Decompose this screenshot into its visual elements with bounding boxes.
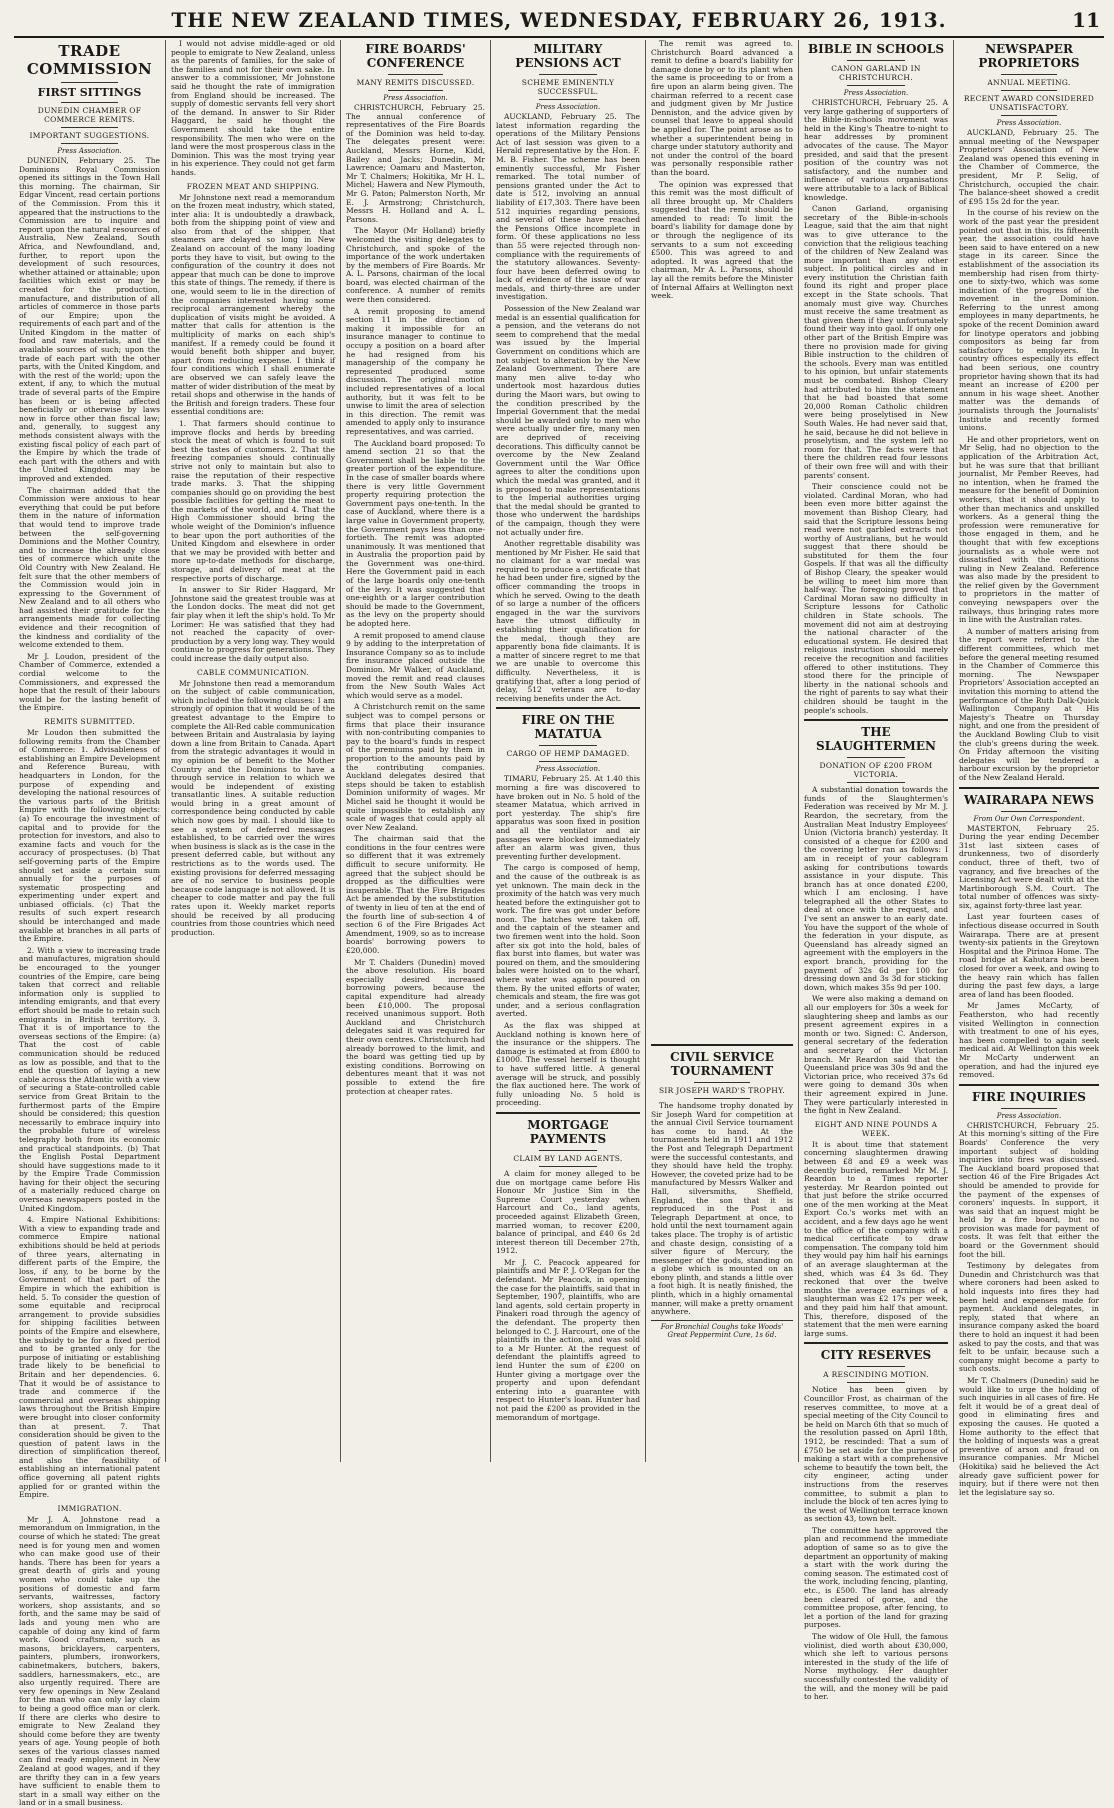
fire-boards-paragraph: The remit was agreed to. Christchurch Board advanced a remit to define a board's liability for damage done by or to its plant when the same is proceeding to or from a fire upon an alarm being given. The chairman referred to a recent case and judgment given by Mr Justice Denniston, and the advice given by counsel that leave to appeal should be applied for. The point arose as to whether a superintendent being in charge under statutory authority and not under the control of the board was personally responsible rather than the board. <box>651 39 793 177</box>
trade-paragraph: Mr Johnstone then read a memorandum on the subject of cable communication, which included the following clauses: I am strongly of opinion that it would be of the greatest advantage to the Empire to complete the All-Red cable communication between Britain and Australasia by laying down a line from Britain to Canada. Apart from the strategic advantages it would in my opinion be of benefit to the Mother Country and the Dominions to have a through service in relation to which we would be independent of existing transatlantic lines. A suitable reduction would bring in a great amount of correspondence being conducted by cable which now goes by mail. I should like to see a system of deferred messages established, to be carried over the wires when business is slack as is the case in the present deferred cable, but without any restrictions as to the words used. The existing provisions for deferred messaging are of no service to business people because code language is not allowed. It is cheaper to code matter and pay the full rates upon it. Weekly market reports should be received by all producing countries from those countries which need production. <box>171 678 335 937</box>
slaughtermen-paragraph: It is about time that statement concerning slaughtermen drawing between £8 and £9 a week was decently buried, remarked Mr M. J. Reardon to a Times reporter yesterday. Mr Reardon pointed out that just before the strike occurred one of the men working at the Meat Export Co.'s works met with an accident, and a few days ago he went to the office of the company with a medical certificate to draw compensation. The company told him they would pay him half his earnings of an average slaughterman at the shed, which was £4 3s 6d. They reckoned that over the twelve months the average earnings of a slaughterman was £2 17s per week, and they paid him half that amount. This, therefore, disposed of the statement that the men were earning large sums. <box>804 1139 948 1338</box>
trade-frozen-meat-heading: FROZEN MEAT AND SHIPPING. <box>186 181 320 191</box>
trade-paragraph: Mr J. Loudon, president of the Chamber of Commerce, extended a cordial welcome to the Commissioners, and expressed the hope that the result of their labours would be for the lasting benefit of the Empire. <box>19 651 160 713</box>
mortgage-headline: MORTGAGE PAYMENTS <box>527 1117 609 1146</box>
trade-paragraph: 1. That farmers should continue to improve flocks and herds by breeding stock the meat of which is found to suit best the tastes of customers. 2. That the freezing companies should continually strive not only to maintain but also to raise the reputation of their respective trade marks. 3. That the shipping companies should go on providing the best possible facilities for getting the meat to the markets of the world, and 4. That the High Commissioner should bring the whole weight of the Dominion's influence to bear upon the port authorities of the United Kingdom and elsewhere in order that we may be provided with better and more up-to-date methods for discharge, storage, and delivery of meat at the respective ports of discharge. <box>171 418 335 583</box>
civil-service-deck: SIR JOSEPH WARD'S TROPHY. <box>658 1086 786 1095</box>
city-reserves-paragraph: The committee have approved the plan and recommend the immediate adoption of same so as to give the department an opportunity of making a start with the work during the coming season. The estimated cost of the work, including fencing, planting, etc., is £500. The land has already been cleared of gorse, and the committee propose, after fencing, to let a portion of the land for grazing purposes. <box>804 1525 948 1630</box>
column-3 <box>341 40 491 1462</box>
fire-boards-headline: FIRE BOARDS' CONFERENCE <box>365 42 466 70</box>
matatua-paragraph: As the flax was shipped at Auckland nothing is known here of the insurance or the shippers. The damage is estimated at from £800 to £1000. The vessel herself is thought to have suffered little. A general average will be struck, and possibly the flax auctioned here. The work of fully unloading No. 5 hold is proceeding. <box>496 1021 640 1108</box>
trade-subheading: FIRST SITTINGS <box>37 86 142 99</box>
pensions-deck: SCHEME EMINENTLY SUCCESSFUL. <box>521 78 615 96</box>
trade-paragraph: 2. With a view to increasing trade and manufactures, migration should be encouraged to the younger countries of the Empire, care being taken that correct and reliable information only is supplied to intending emigrants, and that every effort should be made to retain such emigrants in British territory. 3. That it is of importance to the overseas sections of the Empire: (a) That the cost of cable communication should be reduced as low as possible, and that to the end the question of laying a new cable across the Atlantic with a view of securing a State-controlled cable service from Great Britain to the furthermost parts of the Empire should be considered; this question necessarily to embrace inquiry into the probable future of wireless telegraphy both from its economic and practical standpoints. (b) That the English Postal Department should have suggestions made to it by the Empire Trade Commission having for their object the securing of a materially reduced charge on overseas newspapers posted in the United Kingdom. <box>19 945 160 1213</box>
pensions-paragraph: Another regrettable disability was mentioned by Mr Fisher. He said that no claimant for a war medal was required to produce a certificate that he had been under fire, signed by the officer commanding the troops in which he served. Owing to the death of so large a number of the officers engaged in the war the survivors have the utmost difficulty in establishing their qualification for the medal, though they are apparently bona fide claimants. It is a matter of sincere regret to me that we are unable to overcome this difficulty. Nevertheless, it is gratifying that, after a long period of delay, 512 veterans are to-day receiving benefits under the Act. <box>496 539 640 703</box>
fire-inquiries-paragraph: Mr T. Chalmers (Dunedin) said he would like to urge the holding of such inquiries in all cases of fire. He felt it would be of a great deal of good in eliminating fires and exposing the causes. He quoted a Home authority to the effect that the holding of inquests was a great preventive of arson and fraud on insurance companies. Mr Michel (Hokitika) said he believed the Act already gave sufficient power for inquiry, but if there were not then let the legislature say so. <box>959 1375 1099 1497</box>
trade-paragraph: DUNEDIN, February 25. The Dominions Royal Commission opened its sittings in the Town Hall this morning. The chairman, Sir Edgar Vincent, read certain portions of the Commission. From this it appeared that the instructions to the Commission are to inquire and report upon the natural resources of Australia, New Zealand, South Africa, and Newfoundland, and, further, to report upon the development of such resources, whether attained or attainable; upon facilities which exist or may be created for the production, manufacture, and distribution of all articles of commerce in those parts of our Empire; upon the requirements of each part and of the United Kingdom in the matter of food and raw materials, and the available sources of such; upon the trade of each part with the other parts, with the United Kingdom, and with the rest of the world; upon the extent, if any, to which the mutual trade of several parts of the Empire has been or is being affected beneficially or otherwise by laws now in force other than fiscal law; and, generally, to suggest any methods consistent always with the existing fiscal policy of each part of the Empire by which the trade of each part with the others and with the United Kingdom may be improved and extended. <box>19 156 160 483</box>
trade-paragraph: The chairman added that the Commission were anxious to hear everything that could be put before them in the nature of information that would tend to improve trade between the self-governing Dominions and the Mother Country, and to increase the already close ties of commerce which unite the Old Country with New Zealand. He felt sure that the other members of the Commission would join in expressing to the Government of New Zealand and to all others who had assisted their gratitude for the arrangements made for collecting evidence and their recognition of the kindness and cordiality of the welcome extended to them. <box>19 485 160 650</box>
wairarapa-headline: WAIRARAPA NEWS <box>963 792 1095 807</box>
matatua-paragraph: TIMARU, February 25. At 1.40 this morning a fire was discovered to have broken out in No. 5 hold of the steamer Matatua, which arrived in port yesterday. The ship's fire apparatus was soon fixed in position and all the ventilator and air passages were blocked immediately after an alarm was given, thus preventing further development. <box>496 774 640 861</box>
pensions-paragraph: Possession of the New Zealand war medal is an essential qualification for a pension, and the veterans do not seem to comprehend that the medal was issued by the Imperial Government on conditions which are not subject to alteration by the New Zealand Government. There are many men alive to-day who undertook most hazardous duties during the Maori wars, but owing to the condition prescribed by the Imperial Government that the medal should be awarded only to men who were actually under fire, many men are deprived of receiving decorations. This difficulty cannot be overcome by the New Zealand Government until the War Office agrees to alter the conditions upon which the medal was granted, and it is proposed to make representations to the Imperial authorities urging that the medal should be granted to those who underwent the hardships of the campaign, though they were not actually under fire. <box>496 304 640 537</box>
fire-boards-paragraph: A remit proposing to amend section 11 in the direction of making it impossible for an insurance manager to continue to occupy a position on a board after he had resigned from his managership of the company he represented produced some discussion. The original motion included representatives of a local authority, but it was felt to be unwise to limit the area of selection in this direction. The remit was amended to apply only to insurance representatives, and was carried. <box>346 306 485 436</box>
masthead-title: THE NEW ZEALAND TIMES, WEDNESDAY, FEBRUARY 26, 1913. <box>171 8 947 32</box>
pensions-headline: MILITARY PENSIONS ACT <box>515 42 621 70</box>
trade-remits-heading: REMITS SUBMITTED. <box>44 717 135 726</box>
trade-paragraph: In answer to Sir Rider Haggard, Mr Johnstone said the greatest trouble was at the London docks. The meat did not get fair play when it left the ship's hold. To Mr Lorimer: He was satisfied that they had not reached the capacity of over-production by a very long way. They would continue to progress for generations. They could increase the daily output also. <box>171 585 335 663</box>
slaughtermen-paragraph: We were also making a demand on all our employers for 30s a week for slaughtering sheep and lambs as our present agreement expires in a month or two. Signed: C. Anderson, general secretary of the federation and secretary of the Victorian branch. Mr Reardon said that the Queensland price was 30s 9d and the Victorian price, who received 37s 6d were going to demand 30s when their agreement expired in June. They were particularly interested in the fight in New Zealand. <box>804 994 948 1116</box>
slaughtermen-paragraph: A substantial donation towards the funds of the Slaughtermen's Federation was received by Mr M. J. Reardon, the secretary, from the Australian Meat Industry Employees' Union (Victoria branch) yesterday. It consisted of a cheque for £200 and the covering letter ran as follows: I am in receipt of your cablegram asking for contributions towards assistance in your dispute. This branch has at once donated £200, which I am enclosing. I have telegraphed all the other States to deal at once with the request, and I've sent an answer to an early date. You have the support of the whole of the federation in your dispute, as Queensland has already signed an agreement with the employers in the export branch, providing for the payment of 32s 6d per 100 for dressing down and 3s 3d for sticking down, which makes 35s 9d per 100. <box>804 785 948 992</box>
column-7 <box>954 40 1104 1497</box>
fire-boards-paragraph: The chairman said that the conditions in the four centres were so different that it was extremely difficult to secure uniformity. He agreed that the subject should be dropped as the difficulties were insuperable. That the Fire Brigades Act be amended by the substitution of twenty in lieu of ten at the end of the fourth line of sub-section 4 of section 6 of the Fire Brigades Act Amendment, 1909, so as to increase boards' borrowing powers to £20,000. <box>346 834 485 955</box>
trade-byline: Press Association. <box>57 147 122 155</box>
trade-deck-2: IMPORTANT SUGGESTIONS. <box>29 131 150 140</box>
fire-inquiries-byline: Press Association. <box>996 1111 1062 1120</box>
city-reserves-paragraph: Notice has been given by Councillor Frost, as chairman of the reserves committee, to move at a special meeting of the City Council to be held on March 6th that so much of the resolution passed on April 18th, 1912, be rescinded: That a sum of £750 be set aside for the purpose of making a start with a comprehensive scheme to beautify the town belt, the city engineer, acting under instructions from the reserves committee, to submit a plan to include the block of ten acres lying to the west of Wellington terrace known as section 43, town belt. <box>804 1385 948 1524</box>
trade-paragraph: 4. Empire National Exhibitions: With a view to expanding trade and commerce Empire national exhibitions should be held at periods of three years, alternating in different parts of the Empire, the loss, if any, to be borne by the Government of that part of the Empire in which the exhibition is held. 5. To consider the question of some equitable and reciprocal arrangement to provide subsidies for shipping facilities between points of the Empire and elsewhere, the subsidy to be for a fixed period and to be granted only for the purpose of initiating or establishing trade likely to be beneficial to Britain and her dependencies. 6. That it would be of assistance to trade and commerce if the commercial and overseas shipping laws throughout the British Empire were brought into closer conformity than at present. 7. That consideration should be given to the question of patent laws in the direction of simplification thereof, and also the feasibility of establishing an international patent office governing all patent rights applied for or granted within the Empire. <box>19 1215 160 1500</box>
trade-paragraph: I would not advise middle-aged or old people to emigrate to New Zealand, unless as the parents of families, for the sake of the families and not for their own sake. In answer to a commissioner, Mr Johnstone said he thought the rate of immigration from England should be increased. The supply of domestic servants fell very short of the demand. In answer to Sir Rider Haggard, he said he thought the Government should take the entire responsibility. The men who were on the land were the most prosperous class in the Dominion. This was the most trying year in his experience. They could not get farm hands. <box>171 39 335 177</box>
newspaper-byline: Press Association. <box>996 119 1062 127</box>
trade-paragraph: Mr Loudon then submitted the following remits from the Chamber of Commerce: 1. Advisableness of establishing an Empire Development and Reference Bureau, with headquarters in London, for the purpose of expending and developing the national resources of the various parts of the British Empire with the following objects: (a) To encourage the investment of capital and to provide for the protection for investors, and also to examine facts and vouch for the accuracy of prospectuses. (b) That self-governing parts of the Empire should set aside a certain sum annually for the purposes of systematic prospecting and experimenting under expert and unbiased officials. (c) That the results of such expert research should be interchanged and made available at branches in all parts of the Empire. <box>19 728 160 944</box>
newspaper-deck-2: RECENT AWARD CONSIDERED UNSATISFACTORY. <box>963 94 1095 112</box>
mortgage-deck: CLAIM BY LAND AGENTS. <box>513 1153 623 1163</box>
city-reserves-paragraph: The widow of Ole Hull, the famous violinist, died worth about £30,000, which she left to various persons interested in the study of the life of Norse mythology. Her daughter successfully contested the validity of the will, and the money will be paid to her. <box>804 1632 948 1702</box>
column-5 <box>646 40 799 1462</box>
wairarapa-paragraph: Mr James McCarty, of Featherston, who had recently visited Wellington in connection with treatment to one of his eyes, has been compelled to again seek medical aid. At Wellington this week Mr McCarty underwent an operation, and had the injured eye removed. <box>959 1001 1099 1080</box>
eight-nine-pounds-heading: EIGHT AND NINE POUNDS A WEEK. <box>814 1119 938 1138</box>
newspaper-paragraph: In the course of his review on the work of the past year the president pointed out that in this, its fifteenth year, the association could have been said to have entered on a new stage in its career. Since the establishment of the association its membership had risen from thirty-one to sixty-two, which was some indication of the progress of the movement in the Dominion. Referring to the unrest among employees in many departments, he spoke of the recent Dominion award for linotype operators and jobbing compositors as being far from satisfactory to employers. In country offices especially its effect had been serious, one country proprietor having shown that its had meant an increase of £200 per annum in his wage sheet. Another matter was the demands of journalists through the Journalists' Institute and recently formed unions. <box>959 208 1099 433</box>
matatua-paragraph: The cargo is composed of hemp, and the cause of the outbreak is as yet unknown. The main deck in the proximity of the hatch was very much heated before the extinguisher got to work. The fire was got under before noon. The hatches were taken off, and the captain of the steamer and two firemen went into the hold. Soon after six got into the hold, bales of flax burst into flames, but water was poured on them, and the smouldering bales were hoisted on to the wharf, where water was again poured on them. By the united efforts of water, chemicals and steam, the fire was got under, and a serious conflagration averted. <box>496 863 640 1019</box>
newspaper-paragraph: AUCKLAND, February 25. The annual meeting of the Newspaper Proprietors' Association of New Zealand was opened this evening in the Chamber of Commerce, the president, Mr P. Selig, of Christchurch, occupied the chair. The balance-sheet showed a credit of £95 15s 2d for the year. <box>959 128 1099 206</box>
newspaper-headline: NEWSPAPER PROPRIETORS <box>978 42 1080 70</box>
wairarapa-byline: From Our Own Correspondent. <box>973 814 1085 823</box>
fire-inquiries-paragraph: Testimony by delegates from Dunedin and Christchurch was that where coroners had been asked to hold inquests into fires they had been held and expenses made for payment. Auckland delegates, in reply, stated that where an insurance company asked the board there to hold an inquest it had been asked to pay the costs, and that was felt to be unfair, because such a company might become a party to such costs. <box>959 1261 1099 1374</box>
fire-boards-byline: Press Association. <box>383 94 448 102</box>
city-reserves-headline: CITY RESERVES <box>820 1348 932 1363</box>
fire-boards-deck: MANY REMITS DISCUSSED. <box>356 78 475 87</box>
slaughtermen-headline: THE SLAUGHTERMEN <box>816 725 936 754</box>
bible-paragraph: CHRISTCHURCH, February 25. A very large gathering of supporters of the Bible-in-schools movement was held in the King's Theatre to-night to hear addresses by prominent advocates of the cause. The Mayor presided, and said that the present position of the country was not satisfactory, and the number and influence of various organisations were attributable to a lack of Biblical knowledge. <box>804 98 948 202</box>
matatua-deck: CARGO OF HEMP DAMAGED. <box>506 749 630 759</box>
fire-boards-paragraph: CHRISTCHURCH, February 25. The annual conference of representatives of the Fire Boards of the Dominion was held to-day. The delegates present were: Auckland, Messrs Horne, Kidd, Bailey and Jacks; Dunedin, Mr Lawrence; Oamaru and Masterton, Mr T. Chalmers; Hokitika, Mr H. L. Michel; Hawera and New Plymouth, Mr G. Paton; Palmerston North, Mr E. J. Armstrong; Christchurch, Messrs H. Holland and A. L. Parsons. <box>346 103 485 224</box>
bible-byline: Press Association. <box>843 89 909 97</box>
wairarapa-paragraph: MASTERTON, February 25. During the year ending December 31st last sixteen cases of drunkenness, two of disorderly conduct, three of theft, two of vagrancy, and five breaches of the Licensing Act were dealt with at the Martinborough S.M. Court. The total number of offences was sixty-six, against forty-three last year. <box>959 823 1099 910</box>
trade-headline: TRADE COMMISSION <box>26 42 153 78</box>
city-reserves-deck: A RESCINDING MOTION. <box>823 1370 929 1380</box>
fire-boards-paragraph: The opinion was expressed that this remit was the most difficult of all three brought up. Mr Chalders suggested that the remit should be amended to read: To limit the board's liability for damage done by or through the negligence of its servants to a sum not exceeding £500. This was agreed to and adopted. It was agreed that the chairman, Mr A. L. Parsons, should lay all the remits before the Minister of Internal Affairs at Wellington next week. <box>651 179 793 301</box>
column-5-continued <box>651 40 793 1040</box>
columns <box>14 39 1104 1808</box>
trade-paragraph: Mr J. A. Johnstone read a memorandum on Immigration, in the course of which he stated: The great need is for young men and women who can make good use of their hands. There has been for years a great dearth of girls and young women who could take up the positions of domestic and farm servants, waitresses, factory workers, shop assistants, and so forth, and the same may be said of lads and young men who are capable of doing any kind of farm work. Good craftsmen, such as masons, bricklayers, carpenters, painters, plumbers, ironworkers, cabinetmakers, butchers, bakers, saddlers, harnessmakers, etc., are also urgently required. There are very few openings in New Zealand for the man who can only lay claim to being a good office man or clerk. If there are clerks who desire to emigrate to New Zealand they should come before they are twenty years of age. Young people of both sexes of the various classes named can find ready employment in New Zealand at good wages, and if they are thrifty they can in a few years have sufficient to enable them to start in a small way either on the land or in a small business. <box>19 1514 160 1808</box>
mortgage-paragraph: A claim for money alleged to be due on mortgage came before His Honour Mr Justice Sim in the Supreme Court yesterday when Harcourt and Co., land agents, proceeded against Elizabeth Green, married woman, to recover £200, balance of principal, and £40 6s 2d interest thereon till December 27th, 1912. <box>496 1168 640 1256</box>
bible-deck: CANON GARLAND IN CHRISTCHURCH. <box>831 64 921 82</box>
matatua-headline: FIRE ON THE MATATUA <box>521 713 615 742</box>
column-6 <box>799 40 954 1702</box>
civil-service-paragraph: The handsome trophy donated by Sir Joseph Ward for competition at the annual Civil Service tournament has come to hand. At the tournaments held in 1911 and 1912 the Post and Telegraph Department were the successful contestants, and they should have held the trophy. However, the coveted prize had to be manufactured by Messrs Walker and Hall, silversmiths, Sheffield, England, the son that it is reproduced in the Post and Telegraph Department at once, to hold until the next tournament again takes place. The trophy is of artistic and chaste design, consisting of a silver figure of Mercury, the messenger of the gods, standing on a globe which is mounted on an ebony plinth, and stands a little over a foot high. It is neatly finished, the plinth, which in a highly ornamental manner, will make a pretty ornament anywhere. <box>651 1101 794 1317</box>
matatua-byline: Press Association. <box>535 765 601 774</box>
newspaper-paragraph: He and other proprietors, went on Mr Selig, had no objection to the application of the Arbitration Act, but he was sure that that brilliant journalist, Mr Pember Reeves, had no intention, when he framed the measure for the benefit of Dominion workers, that it should apply to other than mechanics and unskilled workers. As a general thing the profession were remunerative for those engaged in them, and he thought that with few exceptions journalists as a whole were not dissatisfied with the conditions ruling in New Zealand. Reference was also made by the president to the relief given by the Government to proprietors in the matter of conveying newspapers over the railways, thus bringing rates more in line with the Australian rates. <box>959 434 1099 625</box>
column-2 <box>166 40 341 1462</box>
masthead <box>14 6 1104 38</box>
column-1 <box>14 40 166 1808</box>
column-4 <box>491 40 646 1462</box>
bible-paragraph: Their conscience could not be violated. Cardinal Moran, who had been even more bitter against the movement than Bishop Cleary, had said that the Scripture lessons being read were not garbled extracts not worthy of Australians, but he would suggest that there should be substituted for them the four Gospels. If that was all the difficulty of Bishop Cleary, the speaker would be willing to meet him more than half-way. The foregoing proved that Cardinal Moran saw no difficulty in Scripture lessons for Catholic children in State schools. The movement did not aim at destroying the national character of the educational system. He desired that religious instruction should merely receive the recognition and facilities offered to other institutions. They stood there for the principle of liberty in the national schools and the right of parents to say what their children should be taught in the people's schools. <box>804 482 948 715</box>
wairarapa-paragraph: Last year fourteen cases of infectious disease occurred in South Wairarapa. There are at present twenty-six patients in the Greytown Hospital and the Pirinoa Home. The road bridge at Kahutara has been closed for over a week, and owing to the heavy rain which has fallen during the past few days, a large area of land has been flooded. <box>959 912 1099 999</box>
page-number: 11 <box>1072 8 1100 32</box>
advertisement: For Bronchial Coughs take Woods' Great Peppermint Cure, 1s 6d. <box>651 1320 793 1339</box>
trade-paragraph: Mr Johnstone next read a memorandum on the frozen meat industry, which stated, inter alia: It is undoubtedly a drawback, both from the shipping point of view and also from that of the shipper, that steamers are delayed so long in New Zealand on account of the many loading ports they have to visit, but owing to the configuration of the country it does not appear that much can be done to improve this state of things. The remedy, if there is one, would seem to lie in the direction of the companies interested having some reciprocal arrangement whereby the duplication of visits might be avoided. A matter that calls for attention is the multiplicity of marks on each ship's manifest. If a remedy could be found it would benefit both shipper and buyer, apart from reducing expense. I think if four conditions which I shall enumerate are observed we can safely leave the matter of wider distribution of the meat by retail shops and otherwise in the hands of the British and foreign traders. These four essential conditions are: <box>171 192 335 417</box>
pensions-paragraph: AUCKLAND, February 25. The latest information regarding the operations of the Military Pensions Act of last session was given to a Herald representative by the Hon. F. M. B. Fisher. The scheme has been eminently successful, Mr Fisher remarked. The total number of pensions granted under the Act to date is 512, involving an annual liability of £17,303. There have been 512 inquiries regarding pensions, and several of these have reached the Pensions Office incomplete in form. Of these applications no less than 55 were rejected through non-compliance with the requirements of the statutory allowances. Seventy-four have been deferred owing to lack of evidence of the issue of war medals, and thirty-three are under investigation. <box>496 112 640 302</box>
mortgage-paragraph: Mr J. C. Peacock appeared for plaintiffs and Mr P. J. O'Regan for the defendant. Mr Peacock, in opening the case for the plaintiffs, said that in September, 1907, plaintiffs, who are land agents, sold certain property in Pinakeri road through the agency of the defendant. The property then belonged to C. J. Harcourt, one of the plaintiffs in the action, and was sold to a Mr Hunter. At the request of defendant the plaintiffs agreed to lend Hunter the sum of £200 on Hunter giving a mortgage over the property and upon defendant entering into a guarantee with respect to Hunter's loan. Hunter had not paid the £200 as provided in the memorandum of mortgage. <box>496 1257 640 1422</box>
fire-boards-paragraph: The Mayor (Mr Holland) briefly welcomed the visiting delegates to Christchurch, and spoke of the importance of the work undertaken by the members of Fire Boards. Mr A. L. Parsons, chairman of the local board, was elected chairman of the conference. A number of remits were then considered. <box>346 226 485 305</box>
newspaper-paragraph: A number of matters arising from the report were referred to the different committees, which met before the general meeting resumed in the Chamber of Commerce this morning. The Newspaper Proprietors' Association accepted an invitation this morning to attend the performance of the Ruth Dalk-Quick Wallington Company at His Majesty's Theatre on Thursday night, and one from the president of the Auckland Bowling Club to visit the club's greens during the week. On Friday afternoon the visiting delegates will be tendered a harbour excursion by the proprietor of the New Zealand Herald. <box>959 626 1099 782</box>
trade-cable-heading: CABLE COMMUNICATION. <box>197 667 309 677</box>
newspaper-deck: ANNUAL MEETING. <box>987 78 1071 87</box>
fire-boards-paragraph: Mr T. Chalders (Dunedin) moved the above resolution. His board especially desired increased borrowing powers, because the capital expenditure had already been £10,000. The proposal received unanimous support. Both Auckland and Christchurch delegates said it was required for their own centres. Christchurch had already borrowed to the limit, and the board was getting tied up by existing conditions. Borrowing on debentures meant that it was not possible to extend the fire protection at cheaper rates. <box>346 957 485 1096</box>
trade-deck: DUNEDIN CHAMBER OF COMMERCE REMITS. <box>37 106 142 124</box>
fire-inquiries-headline: FIRE INQUIRIES <box>972 1089 1086 1104</box>
slaughtermen-deck: DONATION OF £200 FROM VICTORIA. <box>819 761 933 780</box>
trade-immigration-heading: IMMIGRATION. <box>57 1503 122 1513</box>
fire-inquiries-paragraph: CHRISTCHURCH, February 25. At this morning's sitting of the Fire Boards' Conference the very important subject of holding inquiries into fires was discussed. The Auckland board proposed that section 46 of the Fire Brigades Act should be amended to provide for the payment of the expenses of coroners' inquests. In support, it was said that an inquest might be held by a fire board, but no provision was made for payment of costs. It was felt that either the board or the Government should foot the bill. <box>959 1120 1099 1259</box>
bible-headline: BIBLE IN SCHOOLS <box>808 42 944 56</box>
fire-boards-paragraph: A remit proposed to amend clause 9 by adding to the interpretation of Insurance Company so as to include fire insurance placed outside the Dominion. Mr Walker, of Auckland, moved the remit and read clauses from the New South Wales Act which would serve as a model. <box>346 630 485 700</box>
civil-service-headline: CIVIL SERVICE TOURNAMENT <box>670 1050 774 1078</box>
bible-paragraph: Canon Garland, organising secretary of the Bible-in-schools League, said that the aim that night was to give utterance to the conviction that the religious teaching of the children of New Zealand was more important than any other subject. In political circles and in every institution the Christian faith found its right and proper place except in the State schools. That anomaly must give way. Churches must receive the same treatment as that given them if they unfortunately found their way into gaol. If only one other part of the British Empire was there no provision made for giving Bible instruction to the children of the schools. Every man was entitled to his opinion, but unfair statements must be combated. Bishop Cleary had attributed to him the statement that he had boasted that some 20,000 Roman Catholic children were being proselytised in New South Wales. He had never said that, he said, because he did not believe in proselytism, and the system left no room for that. The facts were that there the children read four lessons of their own free will and with their parents' consent. <box>804 204 948 480</box>
pensions-byline: Press Association. <box>535 103 601 111</box>
fire-boards-paragraph: The Auckland board proposed: To amend section 21 so that the Government shall be liable to the greater portion of the expenditure. In the case of smaller boards where there is very little Government property requiring protection the Government pays one-tenth. In the case of Auckland, where there is a large value in Government property, the Government pays less than one-fortieth. The remit was adopted unanimously. It was mentioned that in Australia the proportion paid by the Government was one-third. Here the Government paid in each of the large boards only one-tenth of the levy. It was suggested that one-eighth or a larger contribution should be made to the Government, as the levy on the property should be adopted here. <box>346 438 485 629</box>
fire-boards-paragraph: A Christchurch remit on the same subject was to compel persons or firms that place their insurance with non-contributing companies to pay to the board's funds in respect of the premiums paid by them in proportion to the amounts paid by the contributing companies. Auckland delegates desired that steps should be taken to establish Dominion uniformity of wages. Mr Michel said he thought it would be quite impossible to establish any scale of wages that could apply all over New Zealand. <box>346 702 485 832</box>
